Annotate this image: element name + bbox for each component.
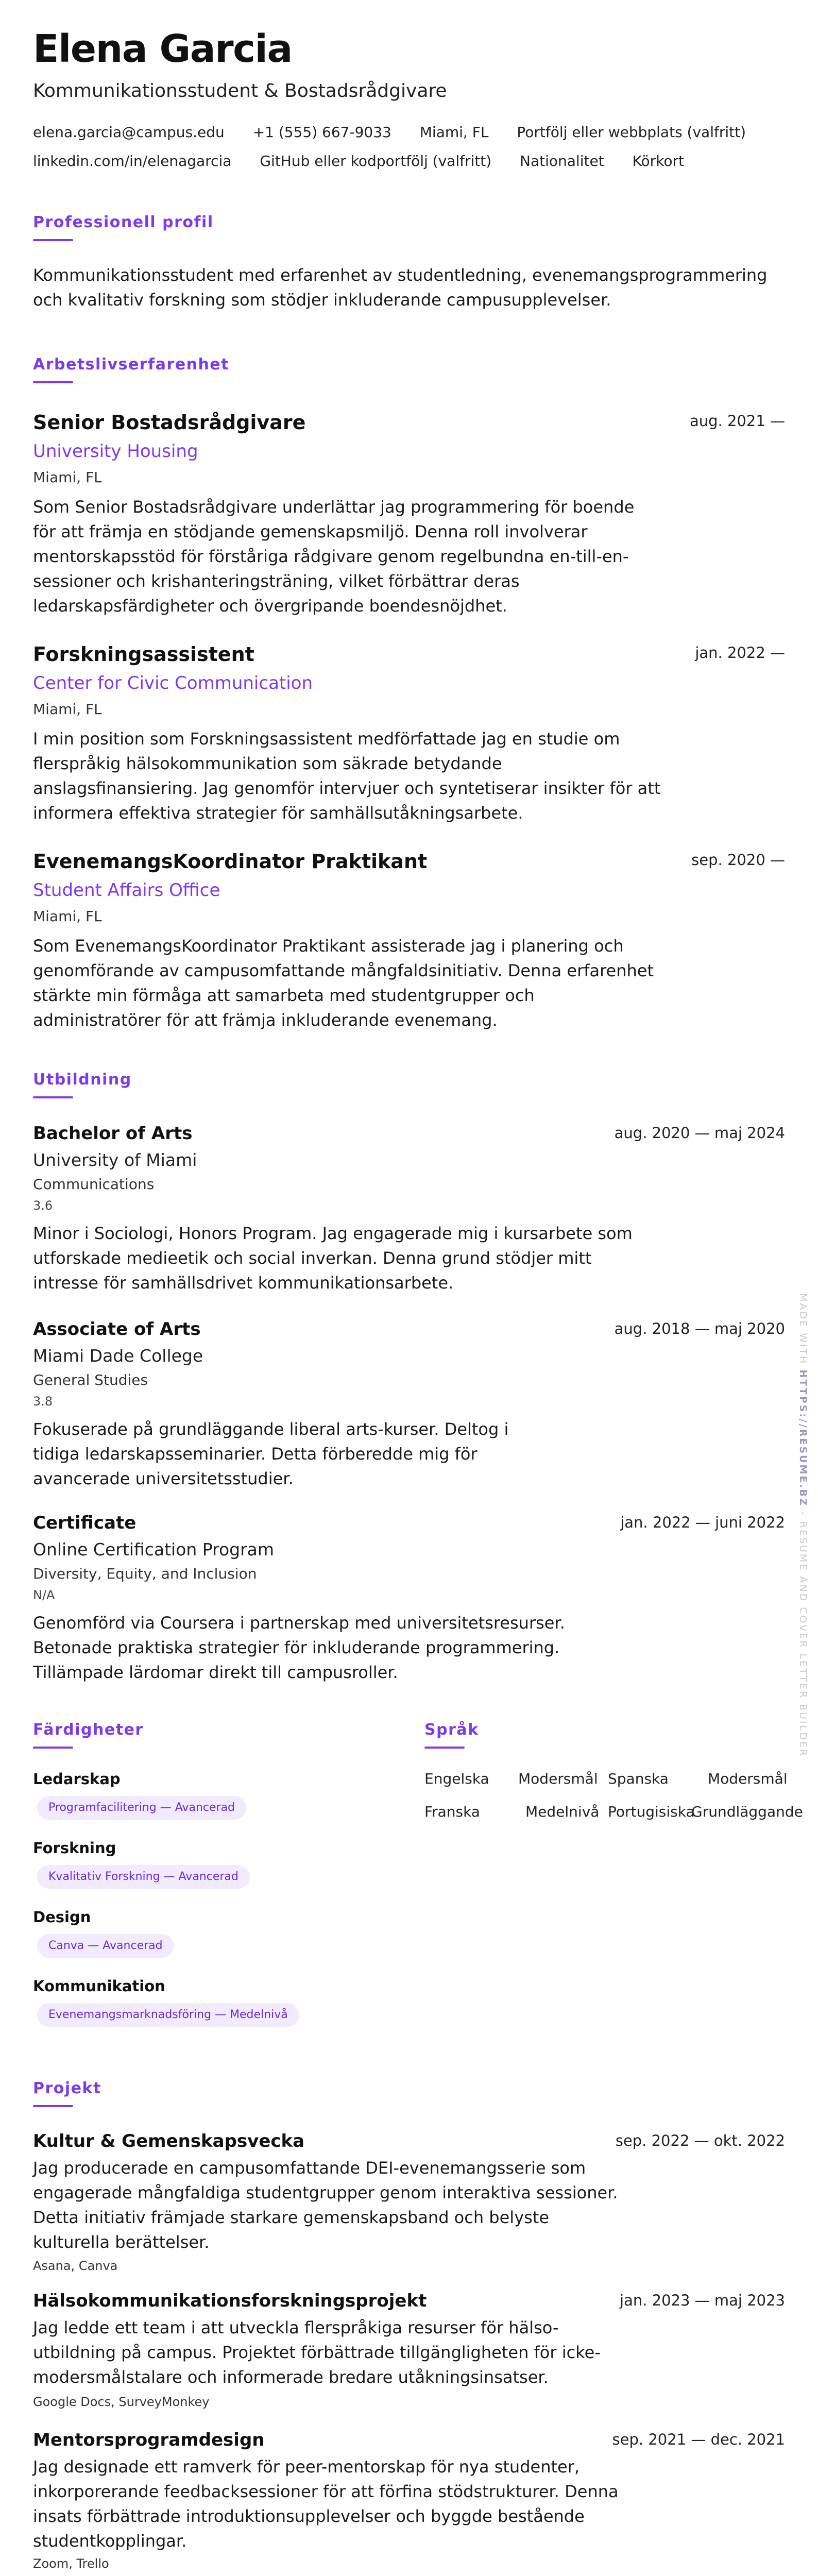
skill-category: Kommunikation [33, 1977, 165, 1995]
education-degree: Associate of Arts [33, 1319, 201, 1340]
project-description: Jag ledde ett team i att utveckla flerspråkiga resurser för hälso-utbildning på campus. Projektet förbättrade tillgängligheten för icke-modersmålstalare och informerade bredare utåkningsinsatser. [33, 2318, 601, 2387]
language-level: Modersmål [708, 1770, 788, 1787]
skill-category: Forskning [33, 1839, 116, 1857]
language-level: Modersmål [518, 1770, 598, 1787]
skill-category: Design [33, 1908, 91, 1926]
skill-pill: Programfacilitering — Avancerad [37, 1796, 246, 1820]
language-level: Medelnivå [525, 1803, 600, 1820]
job-description: Som Senior Bostadsrådgivare underlättar jag programmering för boende för att främja en stödjande gemenskapsmiljö. Denna roll involverar mentorskapsstöd för förståriga rådgivare genom regelbundna en-till-en-sessioner och krishanteringsträning, vilket förbättrar deras ledarskapsfärdigheter och övergripande boendesnöjdhet. [33, 497, 635, 616]
portfolio-link[interactable]: Portfölj eller webbplats (valfritt) [517, 124, 746, 141]
job-title: Forskningsassistent [33, 643, 254, 666]
education-gpa: 3.6 [33, 1198, 53, 1213]
watermark-text [797, 1293, 809, 1757]
skill-category: Ledarskap [33, 1770, 121, 1788]
candidate-name: Elena Garcia [33, 27, 292, 71]
job-location: Miami, FL [33, 701, 102, 718]
education-field: Communications [33, 1176, 155, 1193]
job-location: Miami, FL [33, 908, 102, 925]
linkedin-link[interactable]: linkedin.com/in/elenagarcia [33, 152, 232, 170]
job-organization: University Housing [33, 441, 198, 462]
education-degree: Certificate [33, 1513, 137, 1533]
project-date: jan. 2023 — maj 2023 [620, 2292, 785, 2309]
watermark-prefix: MADE WITH [797, 1293, 809, 1370]
education-date: aug. 2018 — maj 2020 [614, 1320, 785, 1337]
section-title-experience: Arbetslivserfarenhet [33, 355, 229, 374]
candidate-tagline: Kommunikationsstudent & Bostadsrådgivare [33, 80, 447, 101]
education-field: Diversity, Equity, and Inclusion [33, 1565, 257, 1582]
contact-row-1 [33, 124, 770, 141]
education-description: Fokuserade på grundläggande liberal arts-kurser. Deltog i tidiga ledarskapsseminarier. Detta förberedde mig för avancerade universitetsstudier. [33, 1419, 509, 1488]
job-description: I min position som Forskningsassistent medförfattade jag en studie om flerspråkig hälsokommunikation som säkrade betydande anslagsfinansiering. Jag genomför intervjuer och syntetiserar insikter för att informera effektiva strategier för samhällsutåkningsarbete. [33, 729, 661, 823]
language-level: Grundläggande [691, 1803, 803, 1820]
education-school: Online Certification Program [33, 1539, 275, 1560]
job-date: aug. 2021 — [689, 412, 785, 430]
project-tools: Google Docs, SurveyMonkey [33, 2395, 210, 2409]
education-description: Minor i Sociologi, Honors Program. Jag engagerade mig i kursarbete som utforskade medieetik och social inverkan. Denna grund stödjer mitt intresse för samhällsdrivet kommunikationsarbete. [33, 1224, 633, 1293]
contact-row-2 [33, 152, 708, 170]
language-name: Franska [424, 1803, 480, 1820]
job-date: sep. 2020 — [691, 851, 785, 869]
project-tools: Asana, Canva [33, 2259, 118, 2273]
education-date: jan. 2022 — juni 2022 [620, 1514, 785, 1531]
watermark-url[interactable]: HTTPS://RESUME.BZ [797, 1369, 809, 1507]
education-degree: Bachelor of Arts [33, 1123, 193, 1144]
language-name: Portugisiska [608, 1803, 695, 1820]
skill-pill: Evenemangsmarknadsföring — Medelnivå [37, 2003, 299, 2027]
watermark-suffix: - RESUME AND COVER LETTER BUILDER [797, 1506, 809, 1758]
profile-text: Kommunikationsstudent med erfarenhet av studentledning, evenemangsprogrammering och kvalitativ forskning som stödjer inkluderande campusupplevelser. [33, 265, 768, 310]
education-date: aug. 2020 — maj 2024 [614, 1124, 785, 1142]
job-title: EvenemangsKoordinator Praktikant [33, 850, 428, 873]
location: Miami, FL [419, 124, 489, 141]
nationality: Nationalitet [520, 152, 604, 170]
project-date: sep. 2022 — okt. 2022 [615, 2132, 785, 2149]
job-location: Miami, FL [33, 469, 102, 486]
job-organization: Student Affairs Office [33, 880, 220, 901]
section-title-education: Utbildning [33, 1071, 132, 1089]
section-title-skills: Färdigheter [33, 1721, 144, 1739]
skill-pill: Canva — Avancerad [37, 1934, 174, 1958]
phone: +1 (555) 667-9033 [252, 124, 391, 141]
education-gpa: N/A [33, 1588, 55, 1602]
drivers-license: Körkort [632, 152, 685, 170]
education-school: University of Miami [33, 1150, 197, 1170]
education-school: Miami Dade College [33, 1346, 203, 1366]
skill-pill: Kvalitativ Forskning — Avancerad [37, 1865, 250, 1889]
github-link[interactable]: GitHub eller kodportfölj (valfritt) [260, 152, 492, 170]
language-name: Spanska [608, 1770, 669, 1787]
education-gpa: 3.8 [33, 1394, 53, 1409]
project-description: Jag designade ett ramverk för peer-mentorskap för nya studenter, inkorporerande feedbacksessioner för att förfina stödstrukturer. Denna insats förbättrade introduktionsupplevelser och byggde bestående studentkopplingar. [33, 2457, 619, 2551]
email-link[interactable]: elena.garcia@campus.edu [33, 124, 225, 141]
project-name: Hälsokommunikationsforskningsprojekt [33, 2291, 427, 2311]
job-description: Som EvenemangsKoordinator Praktikant assisterade jag i planering och genomförande av campusomfattande mångfaldsinitiativ. Denna erfarenhet stärkte min förmåga att samarbeta med studentgrupper och administratörer för att främja inkluderande evenemang. [33, 936, 654, 1030]
education-field: General Studies [33, 1371, 148, 1388]
project-name: Mentorsprogramdesign [33, 2430, 265, 2450]
section-title-profile: Professionell profil [33, 213, 214, 231]
language-name: Engelska [424, 1770, 489, 1787]
section-title-projects: Projekt [33, 2079, 101, 2097]
project-description: Jag producerade en campusomfattande DEI-evenemangsserie som engagerade mångfaldiga studentgrupper genom interaktiva sessioner. Detta initiativ främjade starkare gemenskapsband och belyste kulturella berättelser. [33, 2158, 618, 2252]
job-title: Senior Bostadsrådgivare [33, 411, 306, 434]
resume-builder-watermark [797, 1293, 810, 1758]
education-description: Genomförd via Coursera i partnerskap med universitetsresurser. Betonade praktiska strategier för inkluderande programmering. Tillämpade lärdomar direkt till campusroller. [33, 1613, 565, 1682]
section-title-languages: Språk [424, 1721, 479, 1739]
project-tools: Zoom, Trello [33, 2556, 109, 2571]
project-name: Kultur & Gemenskapsvecka [33, 2131, 305, 2151]
project-date: sep. 2021 — dec. 2021 [612, 2431, 785, 2448]
job-date: jan. 2022 — [695, 644, 785, 662]
job-organization: Center for Civic Communication [33, 673, 313, 693]
